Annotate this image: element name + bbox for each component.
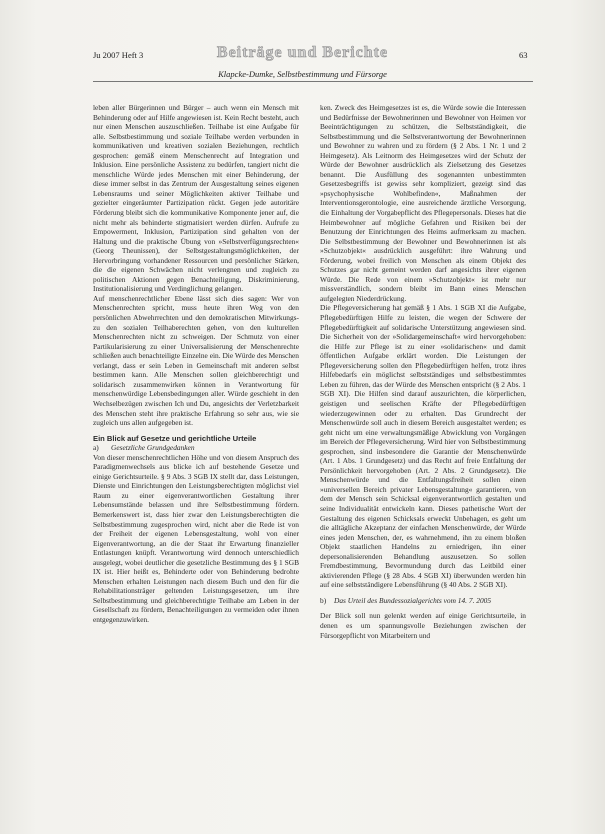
paragraph: ken. Zweck des Heimgesetzes ist es, die Würde sowie die Interessen und Bedürfnisse der Bewohnerinnen und Bewohner von Heimen vor Beeinträchtigungen zu schützen, die Selbstständigkeit, die Selbstbestimmung und die Selbstverantwortung der Bewohnerinnen und Bewohner zu wahren und zu fördern (§ 2 Abs. 1 Nr. 1 und 2 Heimgesetz). Als Leitnorm des Heimgesetzes wird der Schutz der Würde der Bewohner ausdrücklich als Zielsetzung des Gesetzes benannt. Die Ausfüllung des sogenannten unbestimmten Gesetzesbegriffs ist gewiss sehr kompliziert, gezeigt sind das »psychophysische Wohlbefinden«, Maßnahmen der Interventionsgerontologie, eine ausreichende ärztliche Versorgung, die Einhaltung der Vorgabepflicht des Pflegepersonals. Dieses hat die Heimbewohner auf mögliche Gefahren und Risiken bei der Benutzung der Einrichtungen des Heims aufmerksam zu machen. Die Selbstbestimmung der Bewohner und Bewohnerinnen ist als »Schutzobjekt« ausdrücklich ausgeführt: ihre Wahrung und Förderung, wobei freilich von Menschen als einem Objekt des Schutzes gar nicht gemeint werden darf angesichts ihrer eigenen Würde. Die Rede von einem »Schutzobjekt« ist mehr nur missverständlich, sondern bleibt im Bann eines Menschen aufgelegten Niederdrückung. — [320, 103, 526, 303]
subsection-label: a) — [93, 443, 99, 453]
subsection-label: b) — [320, 595, 327, 605]
paragraph: Die Pflegeversicherung hat gemäß § 1 Abs. 1 SGB XI die Aufgabe, Pflegebedürftigen Hilfe zu leisten, die wegen der Schwere der Pflegebedürftigkeit auf solidarische Unterstützung angewiesen sind. Die Sicherheit von der »Solidargemeinschaft« wird hervorgehoben: die Hilfe zur Pflege ist zu einer »solidarischen« und damit öffentlichen Aufgabe erklärt worden. Die Leistungen der Pflegeversicherung sollen den Pflegebedürftigen helfen, trotz ihres Hilfebedarfs ein möglichst selbstständiges und selbstbestimmtes Leben zu führen, das der Würde des Menschen entspricht (§ 2 Abs. 1 SGB XI). Die Hilfen sind darauf auszurichten, die körperlichen, geistigen und seelischen Kräfte der Pflegebedürftigen wiederzugewinnen oder zu erhalten. Das Grundrecht der Menschenwürde soll auch in diesem Bereich ausgestaltet werden; es geht nicht um eine verwaltungsmäßige Abwicklung von Vorgängen im Bereich der Pflegeversicherung. Wird hier von Selbstbestimmung gesprochen, sind insbesondere die Garantie der Menschenwürde (Art. 1 Abs. 1 Grundgesetz) und das Recht auf freie Entfaltung der Persönlichkeit hervorgehoben (Art. 2 Abs. 2 Grundgesetz). Die Menschenwürde und die Entfaltungsfreiheit sollen einen »universellen Bereich privater Lebensgestaltung« garantieren, von dem der Mensch sein Schicksal eigenverantwortlich gestalten und seine Individualität entwickeln kann. Dieses pathetische Wort der Gestaltung des eigenen Schicksals erweckt Unbehagen, es geht um die alltägliche Akzeptanz der einfachen Menschenwürde, der Würde eines jeden Menschen, der, es wahrnehmend, ihn zu einem bloßen Objekt staatlichen Handelns zu erniedrigen, ihn einer depersonalisierenden Behandlung auszusetzen. So sollen Fremdbestimmung, Bevormundung durch das Leitbild einer aktivierenden Pflege (§ 28 Abs. 4 SGB XI) überwunden werden hin auf eine selbstständigere Lebensführung (§ 40 Abs. 2 SGB XI). — [320, 303, 526, 590]
right-column — [320, 103, 526, 640]
page-number: 63 — [519, 50, 528, 60]
paragraph: Auf menschenrechtlicher Ebene lässt sich dies sagen: Wer von Menschenrechten spricht, muss heute ihren Weg von den persönlichen Abwehrrechten und den demokratischen Mitwirkungs- zu den sozialen Teilhaberechten gehen, von den kulturellen Menschenrechten nicht zu schweigen. Der Schmutz von einer Partikularisierung zu einer Universalisierung der Menschenrechte schließen auch benachteiligte Einzelne ein. Die Würde des Menschen verlangt, dass er sein Leben in Gemeinschaft mit anderen selbst bestimmen kann. Alle Menschen sollen gleichberechtigt und solidarisch zusammenwirken können in Verantwortung für menschenwürdige Lebensbedingungen aller. Würde geschieht in den Wechselbezügen zwischen Ich und Du, angesichts der Verletzbarkeit des Menschen steht ihre praktische Erfahrung so sehr aus, wie sie zugleich uns allen aufgegeben ist. — [93, 293, 299, 428]
subsection-title: Das Urteil des Bundessozialgerichts vom 14. 7. 2005 — [334, 595, 492, 605]
issue-label: Ju 2007 Heft 3 — [93, 50, 144, 60]
subsection-heading-a — [93, 443, 299, 453]
header-rule — [93, 81, 533, 82]
running-head: Klapcke-Dumke, Selbstbestimmung und Fürsorge — [218, 69, 387, 79]
left-column — [93, 103, 299, 625]
journal-title: Beiträge und Berichte — [216, 44, 389, 61]
paragraph: Von dieser menschenrechtlichen Höhe und von diesem Anspruch des Paradigmenwechsels aus blicke ich auf bestehende Gesetze und einige Gerichtsurteile. § 9 Abs. 3 SGB IX stellt dar, dass Leistungen, Dienste und Einrichtungen den Leistungsberechtigten möglichst viel Raum zu einer eigenverantwortlichen Gestaltung ihrer Lebensumstände belassen und ihre Selbstbestimmung fördern. Bemerkenswert ist, dass hier zwar den Leistungsberechtigten die Selbstbestimmung zugesprochen wird, nicht aber die Rede ist von der Freiheit der eigenen Lebensgestaltung, wohl von einer Eigenverantwortung, an die der Staat ihr Erwartung finanzieller Entlastungen knüpft. Verantwortung wird dennoch unterschiedlich ausgelegt, wobei deutlicher die gesetzliche Bestimmung des § 1 SGB IX ist. Hier heißt es, Behinderte oder von Behinderung bedrohte Menschen erhalten Leistungen nach diesem Buch und den für die Rehabilitationsträger geltenden Leistungsgesetzen, um ihre Selbstbestimmung und gleichberechtigte Teilhabe am Leben in der Gesellschaft zu fördern, Benachteiligungen zu vermeiden oder ihnen entgegenzuwirken. — [93, 452, 299, 624]
paragraph: Der Blick soll nun gelenkt werden auf einige Gerichtsurteile, in denen es um spannungsvolle Beziehungen zwischen der Fürsorgepflicht von Mitarbeitern und — [320, 611, 526, 640]
subsection-heading-b — [320, 596, 526, 606]
section-heading: Ein Blick auf Gesetze und gerichtliche Urteile — [93, 433, 257, 443]
paragraph: leben aller Bürgerinnen und Bürger – auch wenn ein Mensch mit Behinderung oder auf Hilfe angewiesen ist. Kein Recht besteht, auch nur einen Menschen auszuschließen. Teilhabe ist eine Aufgabe für alle. Selbstbestimmung und soziale Teilhabe werden verbunden in kommunikativen und kreativen sozialen Beziehungen, rechtlich gesprochen: gemäß einem Menschenrecht auf Integration und Inklusion. Eine persönliche Assistenz zu bedürfen, tangiert nicht die menschliche Würde jedes Menschen mit einer Behinderung, der diese immer selbst in das Zentrum der Ausgestaltung seines eigenen Lebensraums und seiner Möglichkeiten aktiver Teilhabe und gezielter eingeräumter Partizipation rückt. Gegen jede autoritäre Förderung bleibt sich die kommunikative Komponente jener auf, die nicht mehr als behinderte stigmatisiert werden dürfen. Aufrufe zu Empowerment, Inklusion, Partizipation sind gehalten von der Haltung und die praktische Übung von »Selbstverfügungsrechten« (Georg Theunissen), der Selbstgestaltungsmöglichkeiten, der Hervorbringung vorhandener Ressourcen und persönlicher Stärken, die die eigenen Schwächen nicht verlengnen und zugleich zu politischen Aktionen gegen Benachteiligung, Diskriminierung, Institutionalisierung und Verdinglichung gelangen. — [93, 103, 299, 294]
subsection-title: Gesetzliche Grundgedanken — [111, 443, 195, 453]
